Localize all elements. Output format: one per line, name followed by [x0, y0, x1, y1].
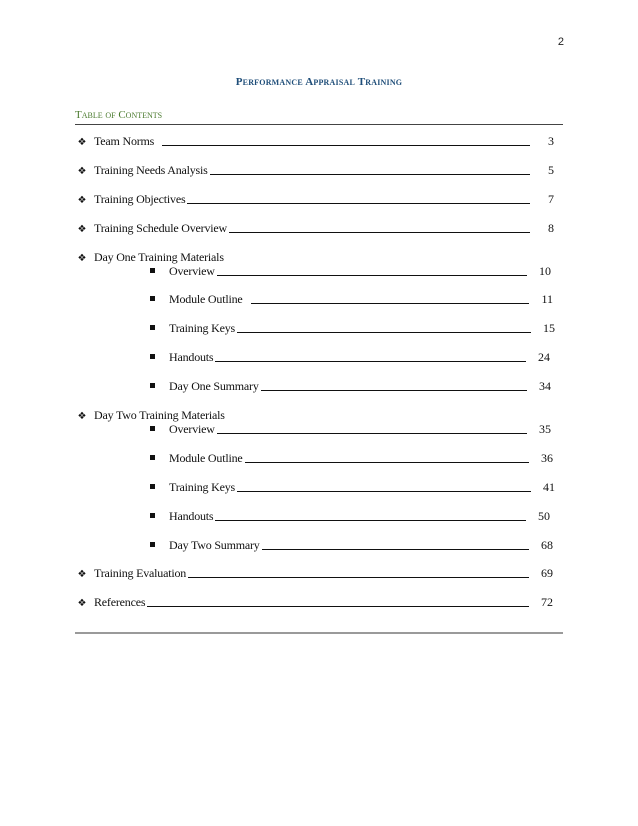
toc-subentry-day-one-module-outline[interactable] — [150, 292, 553, 306]
toc-entry-page: 50 — [538, 509, 550, 523]
toc-entry-label: Module Outline — [169, 451, 243, 465]
toc-entry-page: 68 — [541, 538, 553, 552]
toc-entry-label: Overview — [169, 422, 215, 436]
toc-entry-page: 8 — [548, 221, 554, 235]
toc-subentry-day-one-handouts[interactable] — [150, 350, 550, 364]
toc-entry-label: Team Norms — [94, 134, 155, 148]
dot-leader — [187, 203, 530, 204]
toc-entry-label: Training Keys — [169, 480, 235, 494]
toc-entry-label: Handouts — [169, 350, 214, 364]
toc-entry-label: Training Objectives — [94, 192, 186, 206]
square-bullet-icon — [150, 296, 155, 301]
diamond-bullet-icon: ❖ — [77, 224, 87, 235]
diamond-bullet-icon: ❖ — [77, 137, 87, 148]
toc-entry-page: 35 — [539, 422, 551, 436]
toc-group-label: Day Two Training Materials — [94, 408, 225, 422]
square-bullet-icon — [150, 455, 155, 460]
toc-entry-references[interactable] — [76, 595, 553, 611]
toc-entry-page: 41 — [543, 480, 555, 494]
toc-subentry-day-two-summary[interactable] — [150, 538, 553, 552]
diamond-bullet-icon: ❖ — [77, 195, 87, 206]
dot-leader — [237, 491, 531, 492]
square-bullet-icon — [150, 542, 155, 547]
toc-entry-objectives[interactable] — [76, 192, 554, 208]
toc-entry-schedule[interactable] — [76, 221, 554, 237]
square-bullet-icon — [150, 383, 155, 388]
dot-leader — [229, 232, 530, 233]
toc-subentry-day-one-training-keys[interactable] — [150, 321, 555, 335]
diamond-bullet-icon: ❖ — [77, 166, 87, 177]
dot-leader — [147, 606, 529, 607]
toc-entry-page: 34 — [539, 379, 551, 393]
diamond-bullet-icon: ❖ — [77, 598, 87, 609]
dot-leader — [245, 462, 529, 463]
toc-subentry-day-two-overview[interactable] — [150, 422, 551, 436]
dot-leader — [217, 433, 527, 434]
dot-leader — [217, 275, 527, 276]
toc-entry-page: 72 — [541, 595, 553, 609]
toc-entry-label: Day One Summary — [169, 379, 259, 393]
square-bullet-icon — [150, 484, 155, 489]
toc-entry-label: Training Evaluation — [94, 566, 187, 580]
toc-entry-page: 69 — [541, 566, 553, 580]
toc-entry-evaluation[interactable] — [76, 566, 553, 582]
toc-entry-page: 36 — [541, 451, 553, 465]
toc-entry-page: 10 — [539, 264, 551, 278]
diamond-bullet-icon: ❖ — [77, 253, 87, 264]
dot-leader — [237, 332, 531, 333]
toc-subentry-day-two-handouts[interactable] — [150, 509, 550, 523]
toc-entry-page: 15 — [543, 321, 555, 335]
toc-entry-label: Training Schedule Overview — [94, 221, 227, 235]
toc-subentry-day-two-module-outline[interactable] — [150, 451, 553, 465]
toc-entry-label: Module Outline — [169, 292, 243, 306]
square-bullet-icon — [150, 426, 155, 431]
dot-leader — [251, 303, 529, 304]
toc-heading: Table of Contents — [75, 109, 163, 121]
dot-leader — [215, 520, 526, 521]
toc-group-label: Day One Training Materials — [94, 250, 224, 264]
document-title: Performance Appraisal Training — [235, 76, 403, 88]
square-bullet-icon — [150, 325, 155, 330]
page-number: 2 — [557, 36, 564, 48]
toc-entry-label: Training Needs Analysis — [94, 163, 208, 177]
bottom-divider — [75, 632, 563, 634]
heading-divider — [75, 124, 563, 125]
diamond-bullet-icon: ❖ — [77, 569, 87, 580]
toc-subentry-day-two-training-keys[interactable] — [150, 480, 555, 494]
toc-entry-team-norms[interactable] — [76, 134, 554, 150]
dot-leader — [215, 361, 526, 362]
dot-leader — [262, 549, 529, 550]
toc-entry-label: Overview — [169, 264, 215, 278]
toc-subentry-day-one-overview[interactable] — [150, 264, 551, 278]
dot-leader — [188, 577, 529, 578]
toc-entry-page: 3 — [548, 134, 554, 148]
dot-leader — [261, 390, 527, 391]
toc-subentry-day-one-summary[interactable] — [150, 379, 551, 393]
toc-entry-needs-analysis[interactable] — [76, 163, 554, 179]
toc-entry-label: Handouts — [169, 509, 214, 523]
square-bullet-icon — [150, 268, 155, 273]
toc-entry-page: 7 — [548, 192, 554, 206]
toc-entry-label: Training Keys — [169, 321, 235, 335]
dot-leader — [162, 145, 530, 146]
toc-entry-page: 24 — [538, 350, 550, 364]
square-bullet-icon — [150, 513, 155, 518]
toc-entry-page: 5 — [548, 163, 554, 177]
toc-entry-label: Day Two Summary — [169, 538, 260, 552]
toc-entry-page: 11 — [541, 292, 553, 306]
diamond-bullet-icon: ❖ — [77, 411, 87, 422]
dot-leader — [210, 174, 530, 175]
toc-entry-label: References — [94, 595, 146, 609]
square-bullet-icon — [150, 354, 155, 359]
